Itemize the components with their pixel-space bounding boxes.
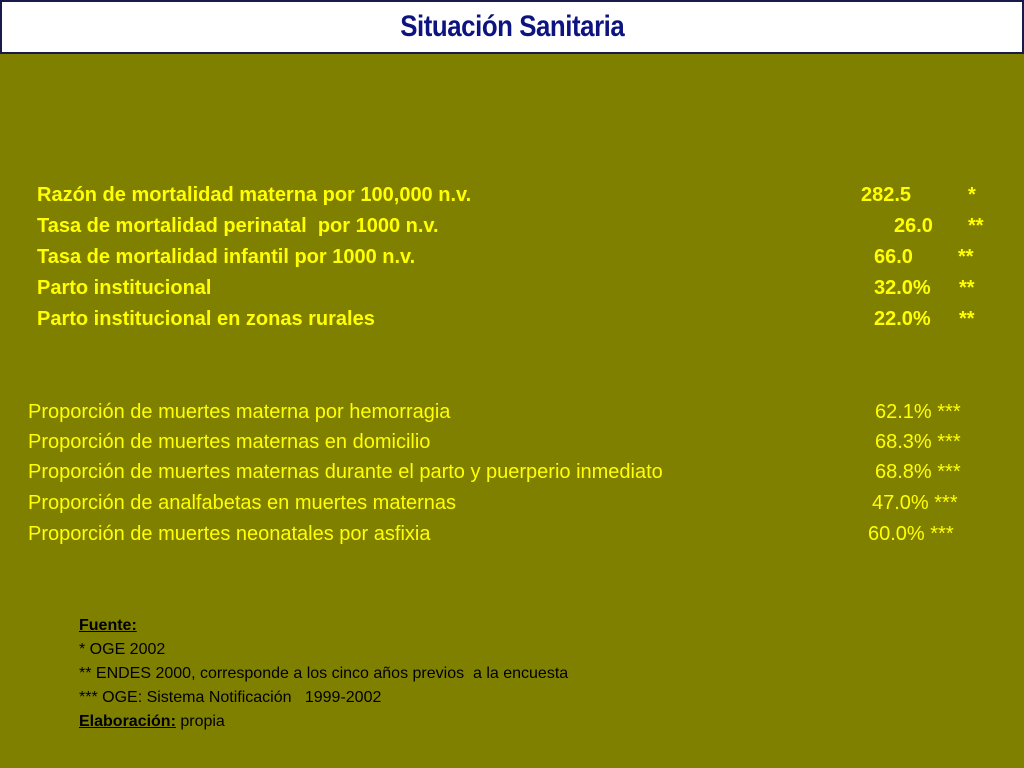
indicator-label: Razón de mortalidad materna por 100,000 n.v.: [37, 184, 472, 206]
proportion-row: [0, 492, 1024, 522]
indicator-note: **: [958, 246, 974, 268]
indicator-note: **: [959, 308, 975, 330]
indicator-row: [0, 277, 1024, 307]
indicator-label: Parto institucional en zonas rurales: [37, 308, 375, 330]
elaboration-line: [79, 710, 568, 734]
indicator-label: Tasa de mortalidad perinatal por 1000 n.v.: [37, 215, 439, 237]
indicator-row: [0, 215, 1024, 245]
proportion-row: [0, 401, 1024, 431]
indicator-value: 26.0: [894, 215, 933, 237]
indicator-value: 282.5: [861, 184, 912, 206]
indicator-value: 66.0: [874, 246, 913, 268]
proportion-row: [0, 461, 1024, 491]
source-line: ** ENDES 2000, corresponde a los cinco años previos a la encuesta: [79, 665, 569, 682]
indicator-note: **: [959, 277, 975, 299]
proportion-label: Proporción de analfabetas en muertes maternas: [28, 492, 457, 514]
proportion-value: 60.0% ***: [868, 523, 954, 545]
source-line: *** OGE: Sistema Notificación 1999-2002: [79, 689, 382, 706]
proportion-label: Proporción de muertes maternas en domicilio: [28, 431, 431, 453]
indicator-note: *: [968, 184, 976, 206]
indicator-label: Parto institucional: [37, 277, 212, 299]
indicator-value: 32.0%: [874, 277, 931, 299]
proportion-row: [0, 431, 1024, 461]
indicator-note: **: [968, 215, 984, 237]
proportion-value: 62.1% ***: [875, 401, 961, 423]
proportion-value: 68.3% ***: [875, 431, 961, 453]
elaboration-label: Elaboración:: [79, 713, 176, 730]
proportion-label: Proporción de muertes neonatales por asfixia: [28, 523, 431, 545]
source-notes: [79, 614, 568, 734]
elaboration-value: propia: [175, 713, 225, 730]
proportion-row: [0, 523, 1024, 553]
indicator-row: [0, 184, 1024, 214]
proportion-label: Proporción de muertes maternas durante el parto y puerperio inmediato: [28, 461, 663, 483]
proportion-value: 68.8% ***: [875, 461, 961, 483]
source-heading: Fuente:: [79, 617, 137, 634]
indicator-label: Tasa de mortalidad infantil por 1000 n.v.: [37, 246, 416, 268]
proportion-label: Proporción de muertes materna por hemorragia: [28, 401, 451, 423]
indicator-row: [0, 308, 1024, 338]
indicator-value: 22.0%: [874, 308, 931, 330]
indicator-row: [0, 246, 1024, 276]
proportion-value: 47.0% ***: [872, 492, 958, 514]
source-line: * OGE 2002: [79, 641, 166, 658]
page-title: Situación Sanitaria: [399, 10, 625, 43]
title-bar: [0, 0, 1024, 54]
